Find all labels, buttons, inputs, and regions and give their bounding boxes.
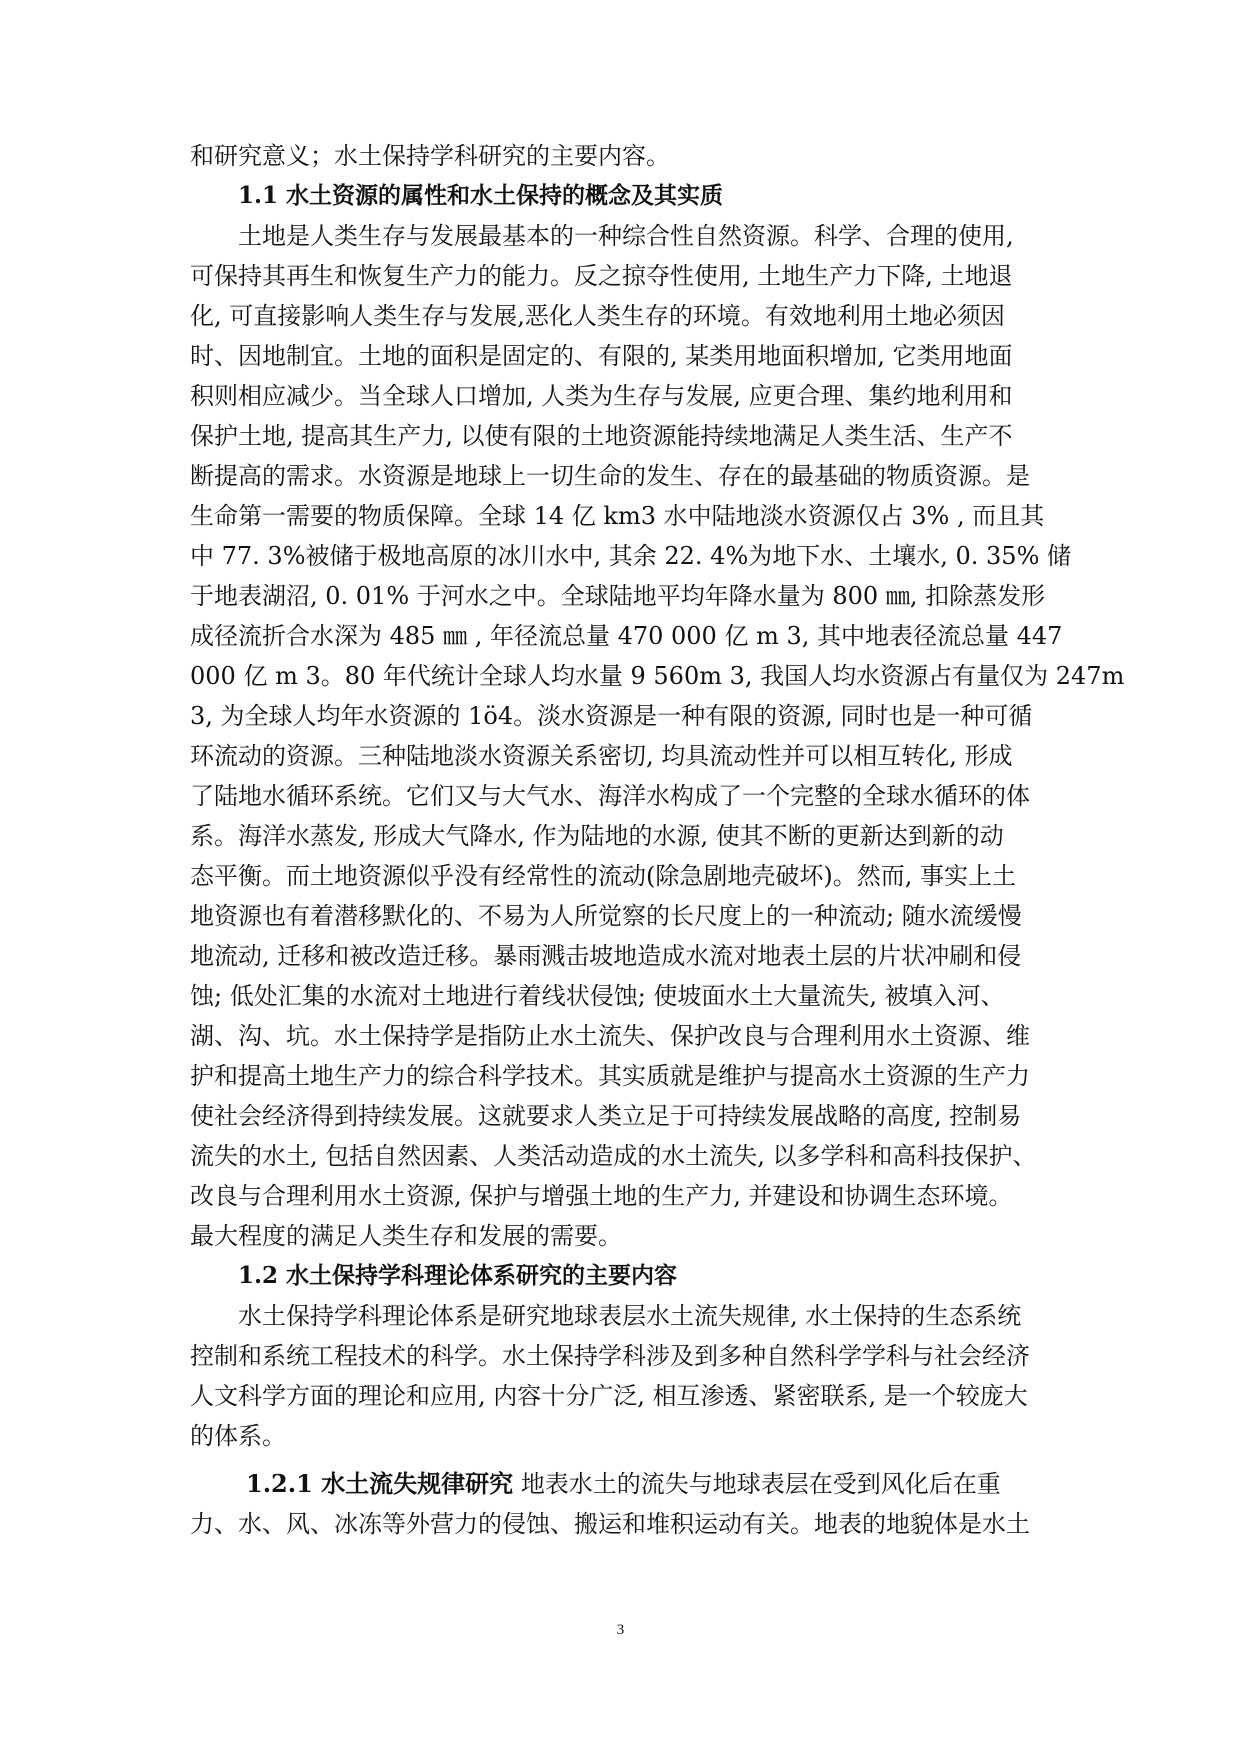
paragraph-line: 可保持其再生和恢复生产力的能力。反之掠夺性使用, 土地生产力下降, 土地退 <box>190 262 1013 290</box>
page-number: 3 <box>616 1622 625 1638</box>
paragraph-line: 人文科学方面的理论和应用, 内容十分广泛, 相互渗透、紧密联系, 是一个较庞大 <box>190 1382 1028 1410</box>
paragraph-line: 3, 为全球人均年水资源的 1ö4。淡水资源是一种有限的资源, 同时也是一种可循 <box>190 702 1033 730</box>
paragraph-line: 态平衡。而土地资源似乎没有经常性的流动(除急剧地壳破坏)。然而, 事实上土 <box>190 862 1016 890</box>
paragraph-line: 了陆地水循环系统。它们又与大气水、海洋水构成了一个完整的全球水循环的体 <box>190 782 1030 810</box>
subsection-text: 地表水土的流失与地球表层在受到风化后在重 <box>520 1470 1001 1498</box>
paragraph-line: 流失的水土, 包括自然因素、人类活动造成的水土流失, 以多学科和高科技保护、 <box>190 1142 1037 1170</box>
paragraph-line: 积则相应减少。当全球人口增加, 人类为生存与发展, 应更合理、集约地利用和 <box>190 382 1013 410</box>
paragraph-line: 地资源也有着潜移默化的、不易为人所觉察的长尺度上的一种流动; 随水流缓慢 <box>190 902 1022 930</box>
paragraph-line: 控制和系统工程技术的科学。水土保持学科涉及到多种自然科学学科与社会经济 <box>190 1342 1030 1370</box>
paragraph-line: 000 亿 m 3。80 年代统计全球人均水量 9 560m 3, 我国人均水资源占有量仅为 247m <box>190 662 1125 690</box>
paragraph-line: 于地表湖沼, 0. 01% 于河水之中。全球陆地平均年降水量为 800 ㎜, 扣除蒸发形 <box>190 582 1046 610</box>
paragraph-line: 使社会经济得到持续发展。这就要求人类立足于可持续发展战略的高度, 控制易 <box>190 1102 1022 1130</box>
paragraph-line: 中 77. 3%被储于极地高原的冰川水中, 其余 22. 4%为地下水、土壤水, 0. 35% 储 <box>190 542 1072 570</box>
paragraph-line: 时、因地制宜。土地的面积是固定的、有限的, 某类用地面积增加, 它类用地面 <box>190 342 1013 370</box>
paragraph-line: 保护土地, 提高其生产力, 以使有限的土地资源能持续地满足人类生活、生产不 <box>190 422 1013 450</box>
section-heading-1-2: 1.2 水土保持学科理论体系研究的主要内容 <box>238 1262 678 1289</box>
paragraph-line: 护和提高土地生产力的综合科学技术。其实质就是维护与提高水土资源的生产力 <box>190 1062 1030 1090</box>
paragraph-line: 改良与合理利用水土资源, 保护与增强土地的生产力, 并建设和协调生态环境。 <box>190 1182 1013 1210</box>
subsection-heading-1-2-1: 1.2.1 水土流失规律研究 <box>246 1469 514 1498</box>
intro-line: 和研究意义；水土保持学科研究的主要内容。 <box>190 142 670 170</box>
paragraph-line: 环流动的资源。三种陆地淡水资源关系密切, 均具流动性并可以相互转化, 形成 <box>190 742 1013 770</box>
paragraph-line: 最大程度的满足人类生存和发展的需要。 <box>190 1222 622 1250</box>
paragraph-line: 湖、沟、坑。水土保持学是指防止水土流失、保护改良与合理利用水土资源、维 <box>190 1022 1030 1050</box>
paragraph-line: 成径流折合水深为 485 ㎜ , 年径流总量 470 000 亿 m 3, 其中地表径流总量 447 <box>190 622 1063 650</box>
paragraph-line: 生命第一需要的物质保障。全球 14 亿 km3 水中陆地淡水资源仅占 3% , 而且其 <box>190 502 1045 530</box>
paragraph-line: 断提高的需求。水资源是地球上一切生命的发生、存在的最基础的物质资源。是 <box>190 462 1030 490</box>
subsection-first-line <box>246 1464 1001 1504</box>
paragraph-line: 地流动, 迁移和被改造迁移。暴雨溅击坡地造成水流对地表土层的片状冲刷和侵 <box>190 942 1022 970</box>
paragraph-line: 土地是人类生存与发展最基本的一种综合性自然资源。科学、合理的使用, <box>238 222 1014 250</box>
paragraph-line: 系。海洋水蒸发, 形成大气降水, 作为陆地的水源, 使其不断的更新达到新的动 <box>190 822 1004 850</box>
paragraph-line: 蚀; 低处汇集的水流对土地进行着线状侵蚀; 使坡面水土大量流失, 被填入河、 <box>190 982 1005 1010</box>
paragraph-line: 力、水、风、冰冻等外营力的侵蚀、搬运和堆积运动有关。地表的地貌体是水土 <box>190 1510 1030 1538</box>
section-heading-1-1: 1.1 水土资源的属性和水土保持的概念及其实质 <box>238 182 724 209</box>
paragraph-line: 水土保持学科理论体系是研究地球表层水土流失规律, 水土保持的生态系统 <box>238 1302 1022 1330</box>
paragraph-line: 的体系。 <box>190 1422 286 1450</box>
paragraph-line: 化, 可直接影响人类生存与发展,恶化人类生存的环境。有效地利用土地必须因 <box>190 302 1005 330</box>
